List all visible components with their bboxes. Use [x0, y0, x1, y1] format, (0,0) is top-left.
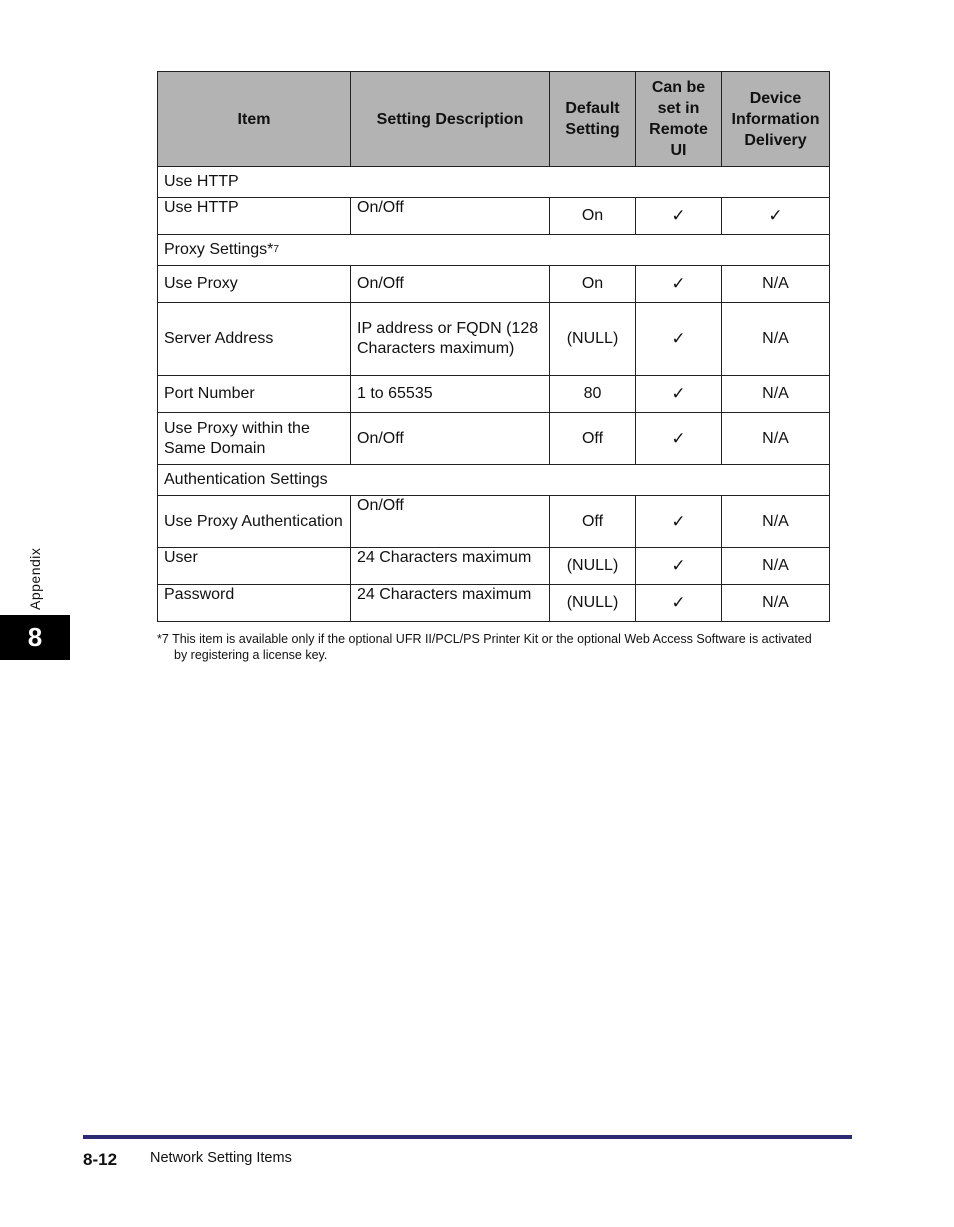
table-row: [158, 585, 830, 622]
footnote-line-2: by registering a license key.: [174, 648, 328, 662]
chapter-tab: 8: [0, 615, 70, 660]
description-cell: On/Off: [351, 198, 550, 235]
network-settings-table: [157, 71, 830, 622]
remote-ui-check-icon: ✓: [636, 585, 722, 622]
section-row-use-http: [158, 167, 830, 198]
section-title: Authentication Settings: [158, 465, 830, 496]
section-title-text: Proxy Settings*: [164, 241, 274, 258]
item-cell: Use Proxy: [158, 266, 351, 303]
remote-ui-check-icon: ✓: [636, 266, 722, 303]
footnote-line-1: *7 This item is available only if the optional UFR II/PCL/PS Printer Kit or the optional Web Access Software is activated: [157, 632, 812, 646]
default-cell: Off: [550, 413, 636, 465]
table-row: [158, 303, 830, 376]
default-cell: (NULL): [550, 303, 636, 376]
section-row-authentication-settings: [158, 465, 830, 496]
remote-ui-check-icon: ✓: [636, 198, 722, 235]
remote-ui-check-icon: ✓: [636, 548, 722, 585]
device-info-cell: N/A: [722, 266, 830, 303]
description-cell: IP address or FQDN (128 Characters maximum): [351, 303, 550, 376]
item-cell: Password: [158, 585, 351, 622]
appendix-side-label: Appendix: [27, 547, 43, 610]
item-cell: Server Address: [158, 303, 351, 376]
table-row: [158, 376, 830, 413]
footnote-reference: 7: [273, 244, 279, 255]
device-info-cell: N/A: [722, 413, 830, 465]
footnote: [157, 631, 857, 663]
description-cell: 1 to 65535: [351, 376, 550, 413]
description-cell: 24 Characters maximum: [351, 548, 550, 585]
footer-section-title: Network Setting Items: [150, 1150, 292, 1166]
default-cell: On: [550, 266, 636, 303]
default-cell: On: [550, 198, 636, 235]
description-cell: 24 Characters maximum: [351, 585, 550, 622]
description-cell: On/Off: [351, 496, 550, 548]
page-number: 8-12: [83, 1150, 118, 1169]
item-cell: Port Number: [158, 376, 351, 413]
remote-ui-check-icon: ✓: [636, 303, 722, 376]
device-info-cell: N/A: [722, 548, 830, 585]
remote-ui-check-icon: ✓: [636, 413, 722, 465]
device-info-cell: N/A: [722, 376, 830, 413]
description-cell: On/Off: [351, 413, 550, 465]
table-row: [158, 266, 830, 303]
default-cell: 80: [550, 376, 636, 413]
item-cell: Use HTTP: [158, 198, 351, 235]
default-cell: Off: [550, 496, 636, 548]
footer-divider: [83, 1135, 852, 1139]
header-remote-ui: Can be set in Remote UI: [636, 72, 722, 167]
device-info-cell: N/A: [722, 496, 830, 548]
remote-ui-check-icon: ✓: [636, 376, 722, 413]
table-row: [158, 413, 830, 465]
item-cell: Use Proxy within the Same Domain: [158, 413, 351, 465]
table-header-row: [158, 72, 830, 167]
item-cell: User: [158, 548, 351, 585]
header-item: Item: [158, 72, 351, 167]
item-cell: Use Proxy Authentication: [158, 496, 351, 548]
device-info-check-icon: ✓: [722, 198, 830, 235]
remote-ui-check-icon: ✓: [636, 496, 722, 548]
description-cell: On/Off: [351, 266, 550, 303]
section-title: Use HTTP: [158, 167, 830, 198]
table-row: [158, 496, 830, 548]
header-setting-description: Setting Description: [351, 72, 550, 167]
header-device-info-delivery: Device Information Delivery: [722, 72, 830, 167]
device-info-cell: N/A: [722, 585, 830, 622]
section-row-proxy-settings: [158, 235, 830, 266]
table-row: [158, 198, 830, 235]
table-row: [158, 548, 830, 585]
default-cell: (NULL): [550, 585, 636, 622]
section-title: [158, 235, 830, 266]
device-info-cell: N/A: [722, 303, 830, 376]
default-cell: (NULL): [550, 548, 636, 585]
header-default-setting: Default Setting: [550, 72, 636, 167]
